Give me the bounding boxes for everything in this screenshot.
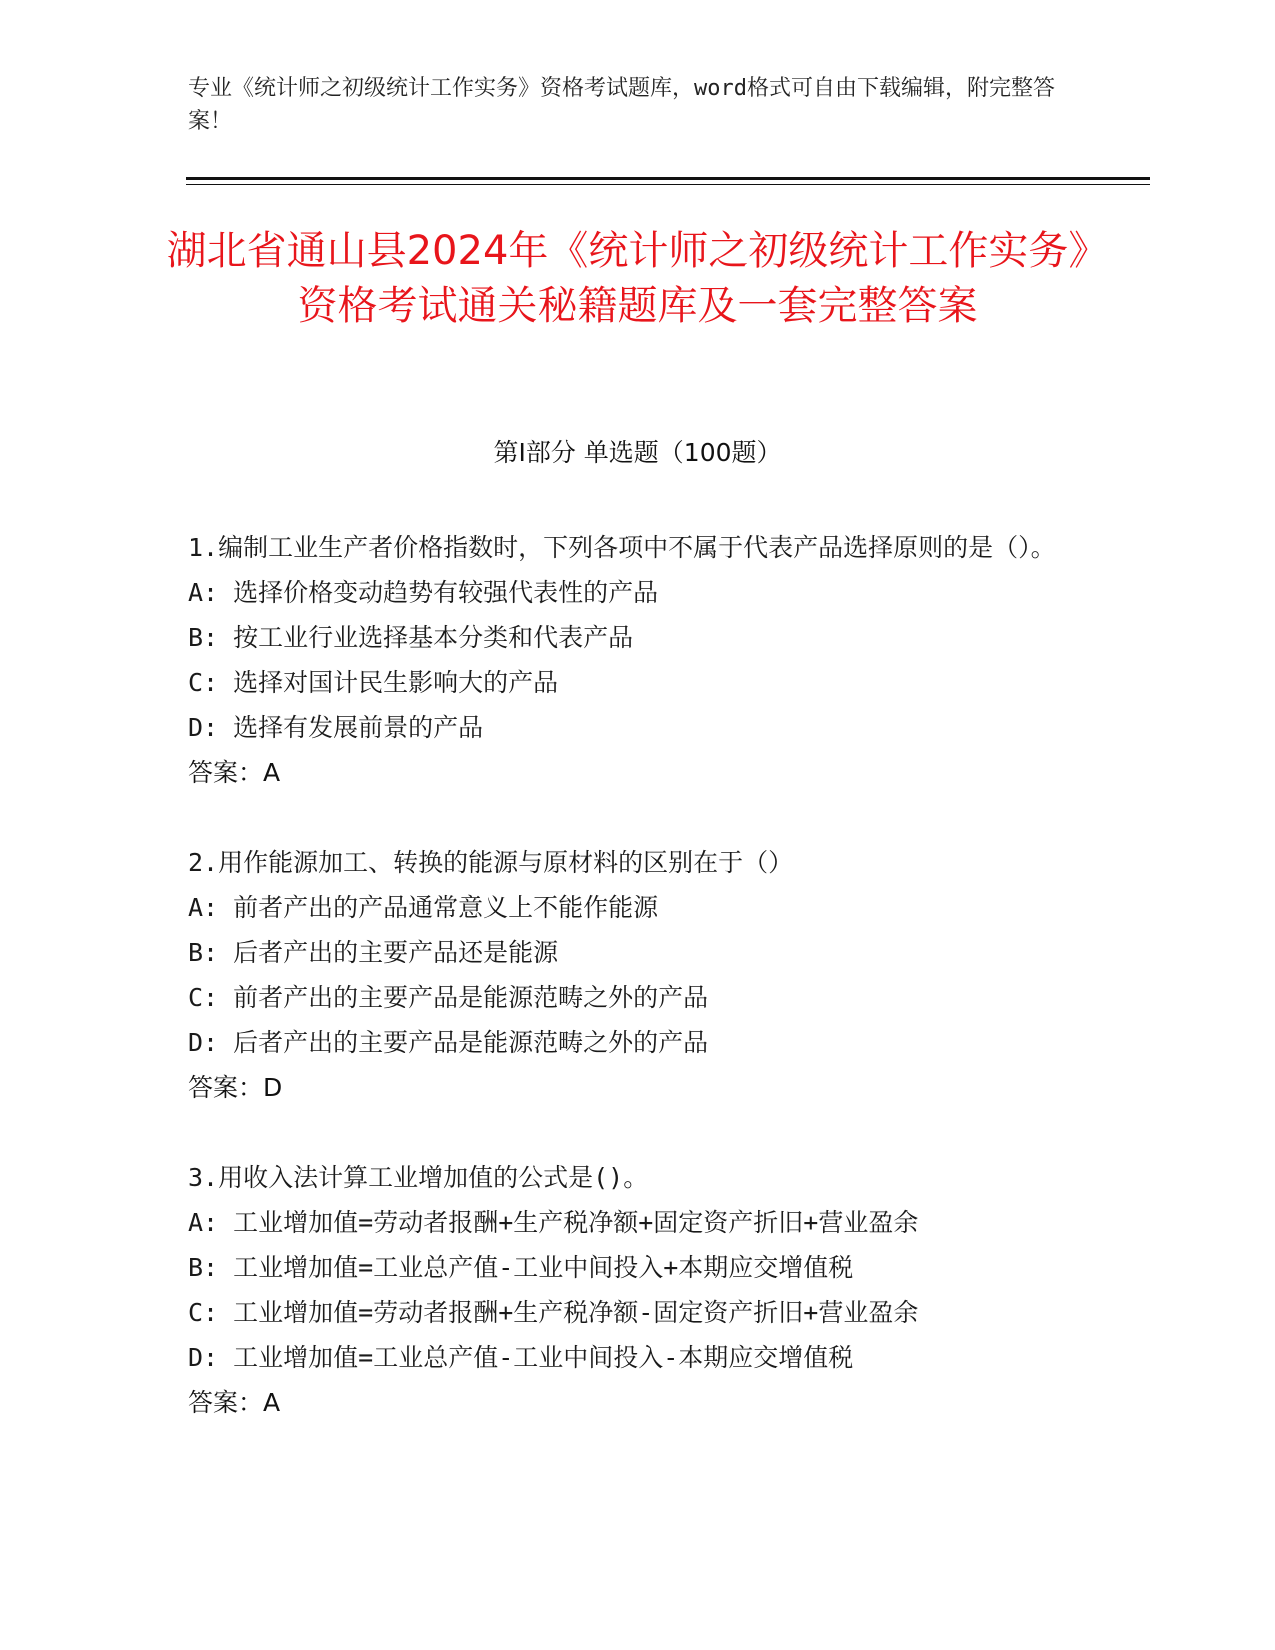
option-c: C: 前者产出的主要产品是能源范畴之外的产品 <box>188 983 709 1012</box>
answer-line: 答案：A <box>188 758 281 787</box>
question-stem: 3.用收入法计算工业增加值的公式是()。 <box>188 1163 649 1192</box>
answer-line: 答案：A <box>188 1388 281 1417</box>
document-title: 湖北省通山县2024年《统计师之初级统计工作实务》资格考试通关秘籍题库及一套完整答案 <box>166 228 1109 329</box>
option-d: D: 选择有发展前景的产品 <box>188 713 484 742</box>
option-b: B: 工业增加值=工业总产值-工业中间投入+本期应交增值税 <box>188 1253 854 1282</box>
option-a: A: 工业增加值=劳动者报酬+生产税净额+固定资产折旧+营业盈余 <box>188 1208 919 1237</box>
header-divider-thin <box>186 184 1150 185</box>
question-item <box>188 840 1078 1110</box>
answer-line: 答案：D <box>188 1073 283 1102</box>
option-b: B: 按工业行业选择基本分类和代表产品 <box>188 623 634 652</box>
question-stem: 2.用作能源加工、转换的能源与原材料的区别在于（） <box>188 848 794 877</box>
header-divider-thick <box>186 177 1150 180</box>
option-c: C: 选择对国计民生影响大的产品 <box>188 668 559 697</box>
question-list <box>188 525 1078 1470</box>
option-c: C: 工业增加值=劳动者报酬+生产税净额-固定资产折旧+营业盈余 <box>188 1298 919 1327</box>
option-d: D: 后者产出的主要产品是能源范畴之外的产品 <box>188 1028 709 1057</box>
option-d: D: 工业增加值=工业总产值-工业中间投入-本期应交增值税 <box>188 1343 854 1372</box>
question-item <box>188 1155 1078 1425</box>
option-a: A: 选择价格变动趋势有较强代表性的产品 <box>188 578 659 607</box>
question-item <box>188 525 1078 795</box>
question-stem: 1.编制工业生产者价格指数时，下列各项中不属于代表产品选择原则的是（）。 <box>188 533 1056 562</box>
option-a: A: 前者产出的产品通常意义上不能作能源 <box>188 893 659 922</box>
option-b: B: 后者产出的主要产品还是能源 <box>188 938 559 967</box>
section-heading: 第I部分 单选题（100题） <box>493 438 782 467</box>
header-note: 专业《统计师之初级统计工作实务》资格考试题库，word格式可自由下载编辑，附完整答案！ <box>188 76 1055 134</box>
